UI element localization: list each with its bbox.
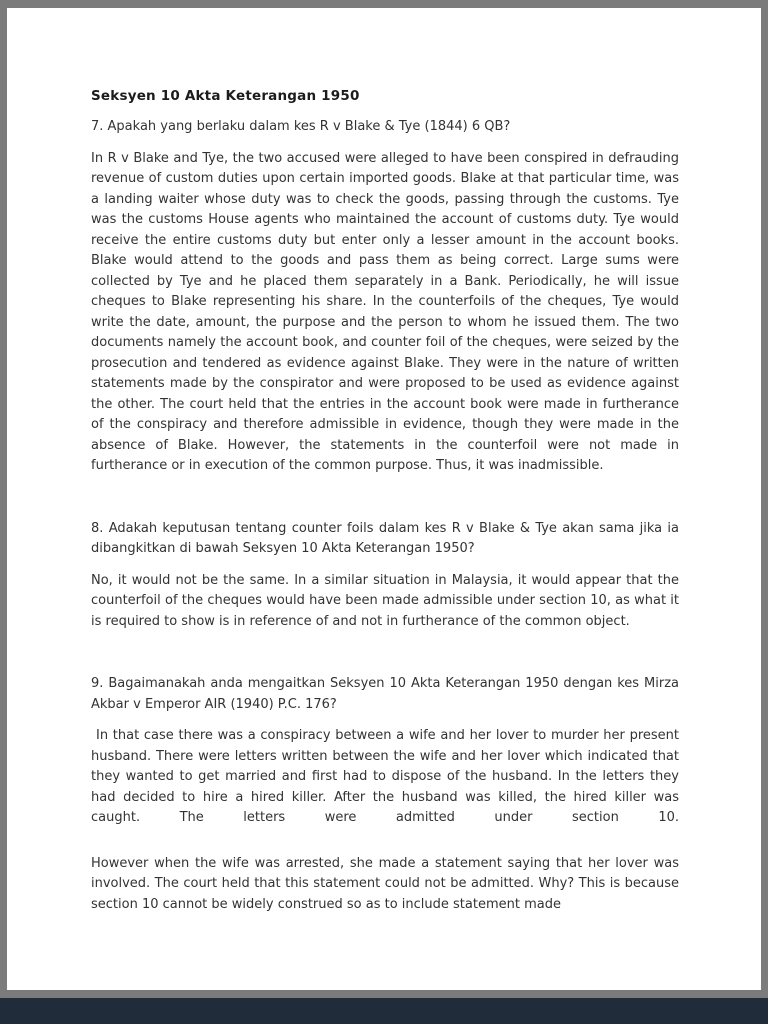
question-8: 8. Adakah keputusan tentang counter foils dalam kes R v Blake & Tye akan sama jika ia dibangkitkan di bawah Seksyen 10 Akta Keterangan 1950? [91, 520, 679, 556]
section-question-7 [91, 117, 679, 477]
section-question-8 [91, 519, 679, 633]
question-7: 7. Apakah yang berlaku dalam kes R v Blake & Tye (1844) 6 QB? [91, 119, 511, 134]
viewer-bottom-bar [0, 998, 768, 1024]
answer-8-paragraph: No, it would not be the same. In a similar situation in Malaysia, it would appear that the counterfoil of the cheques would have been made admissible under section 10, as what it is required to show is in reference of and not in furtherance of the common object. [91, 572, 679, 629]
document-page [7, 8, 761, 990]
answer-9-paragraph-1: In that case there was a conspiracy between a wife and her lover to murder her present husband. There were letters written between the wife and her lover which indicated that they wanted to get married and first had to dispose of the husband. In the letters they had decided to hire a hired killer. After the husband was killed, the hired killer was caught. The letters were admitted under section 10. [91, 728, 679, 825]
answer-7-paragraph: In R v Blake and Tye, the two accused were alleged to have been conspired in defrauding revenue of custom duties upon certain imported goods. Blake at that particular time, was a landing waiter whose duty was to check the goods, passing through the customs. Tye was the customs House agents who maintained the account of customs duty. Tye would receive the entire customs duty but enter only a lesser amount in the account books. Blake would attend to the goods and pass them as being correct. Large sums were collected by Tye and he placed them separately in a Bank. Periodically, he will issue cheques to Blake representing his share. In the counterfoils of the cheques, Tye would write the date, amount, the purpose and the person to whom he issued them. The two documents namely the account book, and counter foil of the cheques, were seized by the prosecution and tendered as evidence against Blake. They were in the nature of written statements made by the conspirator and were proposed to be used as evidence against the other. The court held that the entries in the account book were made in furtherance of the conspiracy and therefore admissible in evidence, though they were made in the absence of Blake. However, the statements in the counterfoil were not made in furtherance or in execution of the common purpose. Thus, it was inadmissible. [91, 150, 679, 473]
section-question-9 [91, 674, 679, 915]
document-heading: Seksyen 10 Akta Keterangan 1950 [91, 88, 360, 104]
question-9: 9. Bagaimanakah anda mengaitkan Seksyen 10 Akta Keterangan 1950 dengan kes Mirza Akbar v Emperor AIR (1940) P.C. 176? [91, 676, 679, 712]
answer-9-paragraph-2: However when the wife was arrested, she made a statement saying that her lover was involved. The court held that this statement could not be admitted. Why? This is because section 10 cannot be widely construed so as to include statement made [91, 855, 679, 912]
